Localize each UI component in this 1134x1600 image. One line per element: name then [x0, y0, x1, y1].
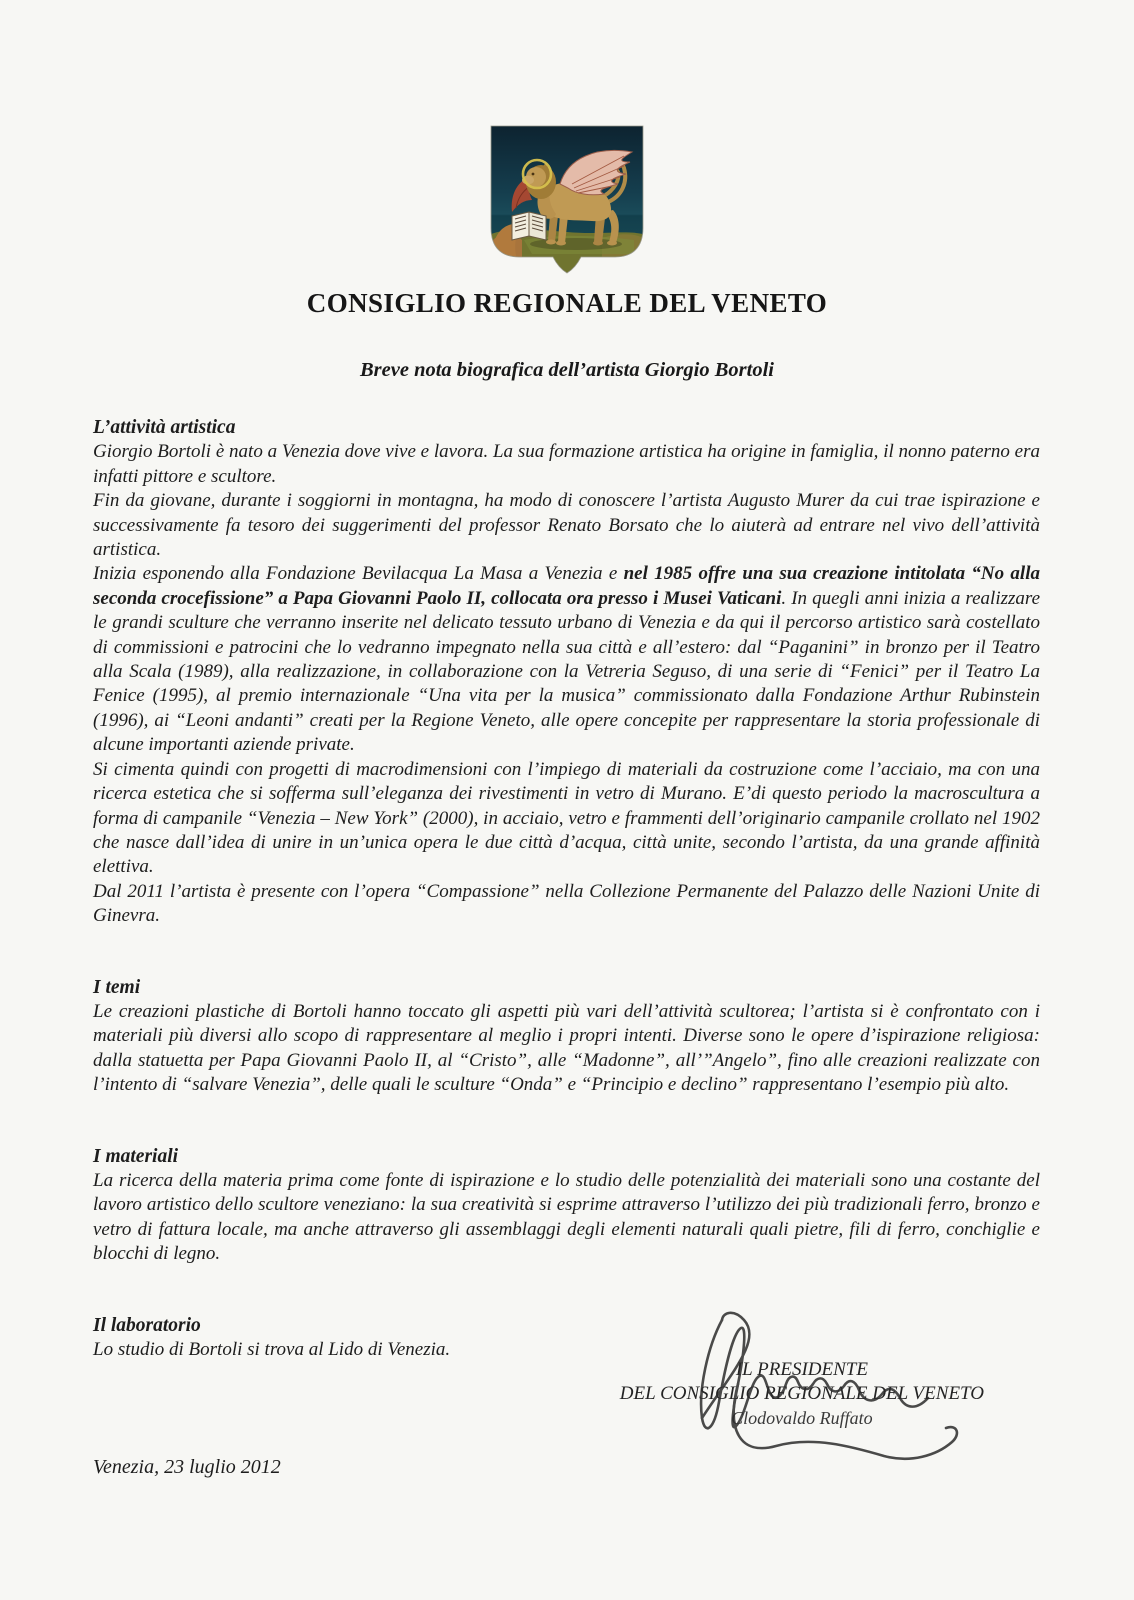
section-heading: I temi [93, 976, 141, 998]
signature-title-line1: IL PRESIDENTE [735, 1359, 868, 1381]
text-run: Inizia esponendo alla Fondazione Bevilacqua La Masa a Venezia e [93, 563, 624, 585]
date-line: Venezia, 23 luglio 2012 [93, 1456, 281, 1479]
org-title: CONSIGLIO REGIONALE DEL VENETO [306, 288, 828, 318]
document-subject: Breve nota biografica dell’artista Giorgio Bortoli [360, 359, 774, 381]
paragraph [93, 562, 1040, 757]
paragraph: Giorgio Bortoli è nato a Venezia dove vive e lavora. La sua formazione artistica ha origine in famiglia, il nonno paterno era infatti pittore e scultore. [93, 441, 1040, 487]
paragraph: Lo studio di Bortoli si trova al Lido di Venezia. [93, 1339, 451, 1360]
paragraph: Fin da giovane, durante i soggiorni in montagna, ha modo di conoscere l’artista Augusto Murer da cui trae ispirazione e successivamente fa tesoro dei suggerimenti del professor Renato Borsato che lo aiuterà ad entrare nel vivo dell’attività artistica. [93, 490, 1040, 561]
emblem-container [0, 0, 1134, 280]
section-i-temi [93, 976, 1040, 1098]
paragraph: Le creazioni plastiche di Bortoli hanno toccato gli aspetti più vari dell’attività scultorea; l’artista si è confrontato con i materiali più diversi allo scopo di rappresentare al meglio i propri intenti. Diverse sono le opere d’ispirazione religiosa: dalla statuetta per Papa Giovanni Paolo II, al “Cristo”, alle “Madonne”, all’”Angelo”, fino alle creazioni realizzate con l’intento di “salvare Venezia”, delle quali le sculture “Onda” e “Principio e declino” rappresentano l’esempio più alto. [93, 1000, 1040, 1096]
section-heading: I materiali [93, 1145, 179, 1167]
paragraph: Si cimenta quindi con progetti di macrodimensioni con l’impiego di materiali da costruzione come l’acciaio, ma con una ricerca estetica che si sofferma sull’eleganza dei rivestimenti in vetro di Murano. E’di questo periodo la macroscultura a forma di campanile “Venezia – New York” (2000), in acciaio, vetro e frammenti dell’originario campanile crollato nel 1902 che nasce dall’idea di unire in un’unica opera le due città d’acqua, città unite, secondo l’artista, da una grande affinità elettiva. [93, 758, 1040, 878]
signature-title-line2: DEL CONSIGLIO REGIONALE DEL VENETO [619, 1383, 984, 1405]
paragraph: Dal 2011 l’artista è presente con l’opera “Compassione” nella Collezione Permanente del Palazzo delle Nazioni Unite di Ginevra. [93, 880, 1040, 927]
lion-of-st-mark-emblem [484, 122, 650, 275]
text-run: . In quegli anni inizia a realizzare le grandi sculture che verranno inserite nel delicato tessuto urbano di Venezia e da qui il percorso artistico sarà costellato di commissioni e patrocini che lo vedranno impegnato nella sua città e all’estero: dal “Paganini” in bronzo per il Teatro alla Scala (1989), alla realizzazione, in collaborazione con la Vetreria Seguso, di una serie di “Fenici” per il Teatro La Fenice (1995), al premio internazionale “Una vita per la musica” commissionato dalla Fondazione Arthur Rubinstein (1996), ai “Leoni andanti” creati per la Regione Veneto, alle opere concepite per rappresentare la storia professionale di alcune importanti aziende private. [93, 587, 1041, 756]
section-heading: Il laboratorio [93, 1314, 201, 1336]
paragraph: La ricerca della materia prima come fonte di ispirazione e lo studio delle potenzialità dei materiali sono una costante del lavoro artistico dello scultore veneziano: la sua creatività si esprime attraverso l’utilizzo dei più tradizionali ferro, bronzo e vetro di fattura locale, ma anche attraverso gli assemblaggi degli elementi naturali quali pietre, fili di ferro, conchiglie e blocchi di legno. [93, 1169, 1040, 1265]
bold-text-run: nel 1985 offre una sua creazione intitolata “No alla seconda crocefissione” a Papa Giovanni Paolo II, collocata ora presso i Musei Vaticani [93, 563, 1040, 609]
signer-name: Clodovaldo Ruffato [731, 1408, 873, 1429]
closing-block [0, 1358, 984, 1430]
section-il-laboratorio [93, 1314, 1040, 1363]
letter-body [93, 416, 1040, 1362]
section-heading: L’attività artistica [93, 417, 236, 438]
signature-block [620, 1358, 984, 1430]
section-attivita-artistica [93, 416, 1040, 929]
section-i-materiali [93, 1145, 1040, 1267]
